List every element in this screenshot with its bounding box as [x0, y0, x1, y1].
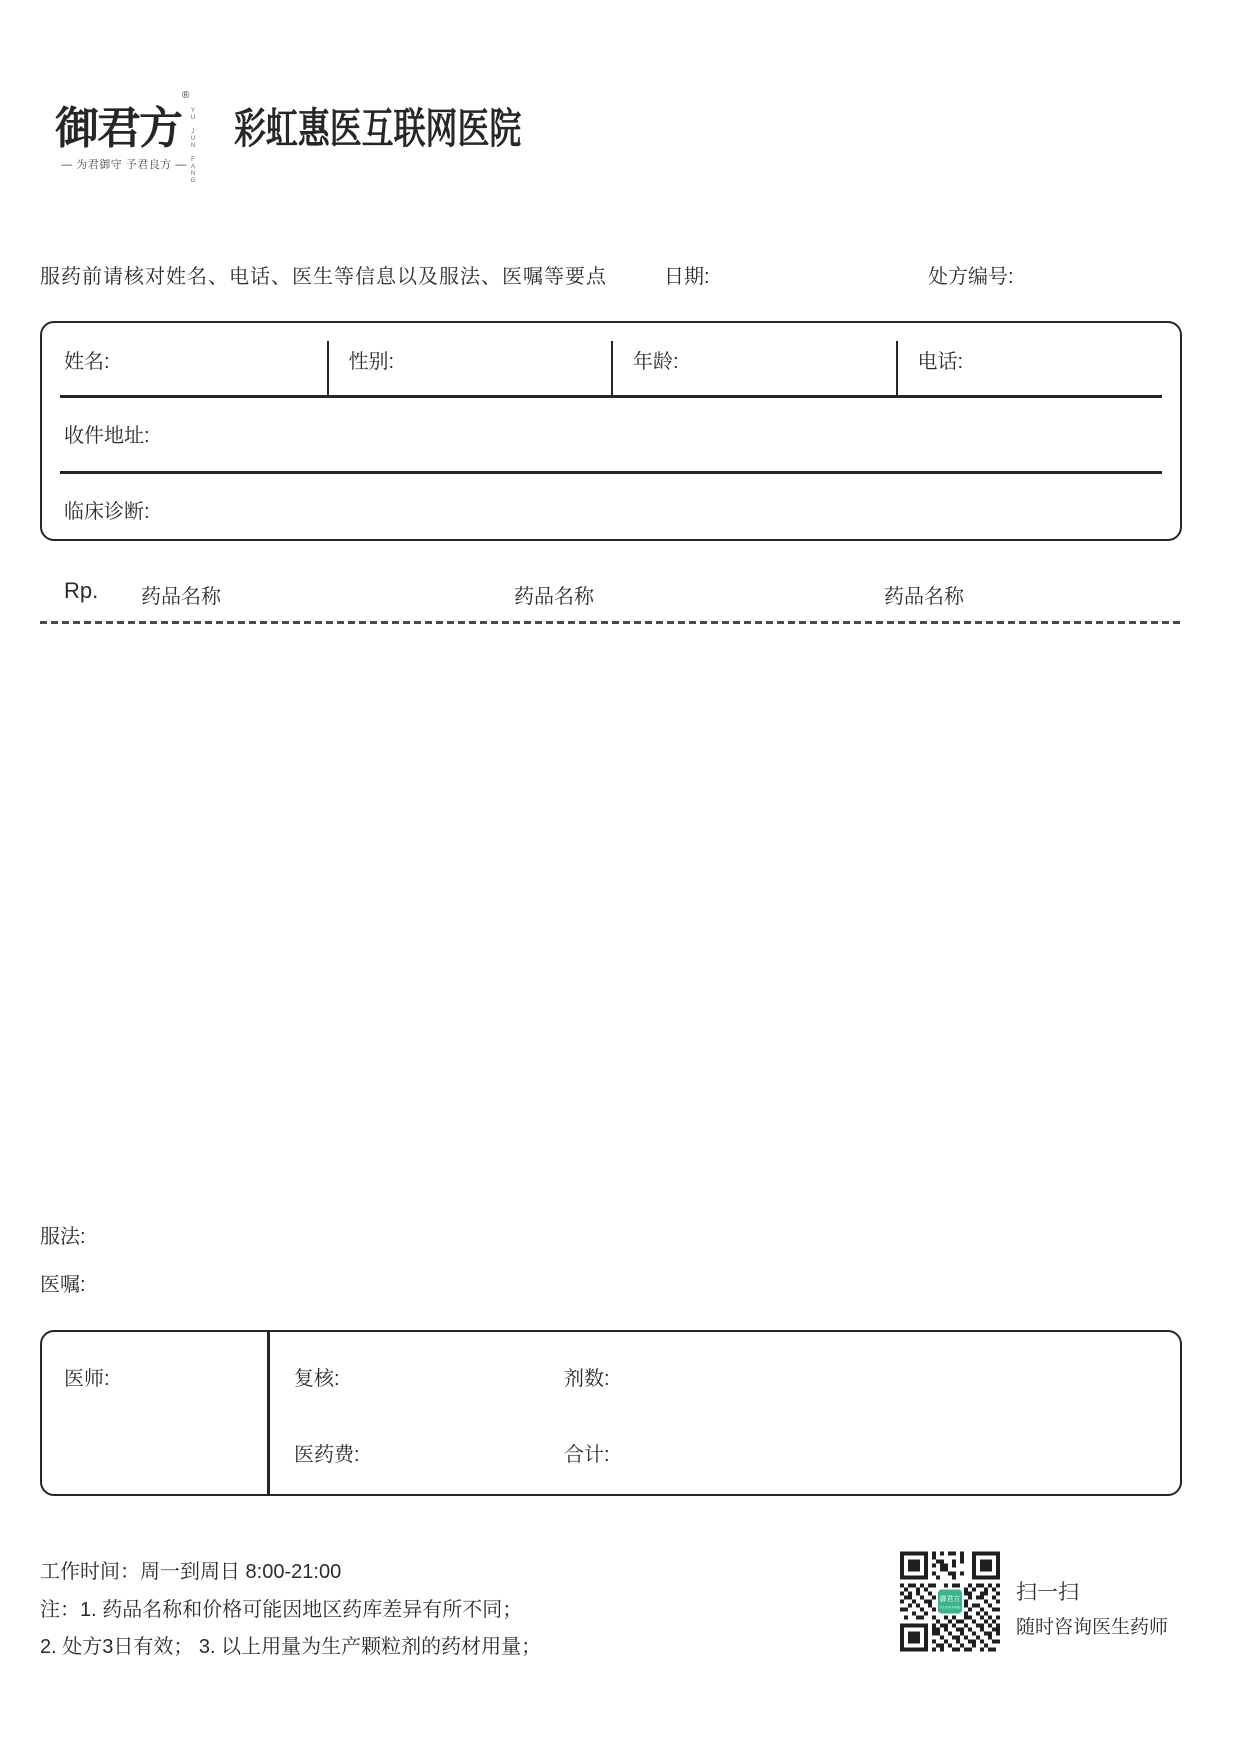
qr-logo-text: 御君方 — [939, 1596, 961, 1604]
vertical-divider — [611, 341, 613, 397]
brand-logo: 御君方 — [55, 103, 181, 154]
qr-code — [900, 1550, 1000, 1653]
patient-gender-field — [327, 323, 612, 395]
clinical-diagnosis-label: 临床诊断: — [64, 501, 150, 523]
prescription-number-label: 处方编号: — [928, 266, 1014, 288]
vertical-divider — [896, 341, 898, 397]
patient-age-field — [611, 323, 896, 395]
horizontal-divider — [60, 395, 1162, 398]
patient-name-label: 姓名: — [64, 350, 110, 373]
scan-caption: 扫一扫 — [1016, 1581, 1079, 1604]
signoff-box — [40, 1330, 1182, 1496]
footnote-line-2: 2. 处方3日有效； 3. 以上用量为生产颗粒剂的药材用量； — [40, 1636, 542, 1658]
total-label: 合计: — [564, 1444, 610, 1466]
patient-phone-field — [896, 323, 1181, 395]
verification-notice: 服药前请核对姓名、电话、医生等信息以及服法、医嘱等要点 — [40, 266, 607, 288]
date-label: 日期: — [664, 266, 710, 288]
medical-fee-label: 医药费: — [294, 1444, 360, 1466]
usage-label: 服法: — [40, 1226, 86, 1248]
review-label: 复核: — [294, 1368, 340, 1390]
rp-label: Rp. — [64, 578, 99, 603]
patient-gender-label: 性别: — [348, 350, 395, 373]
brand-logo-romanization: YU JUN FANG — [190, 108, 196, 185]
registered-trademark-icon: ® — [182, 90, 190, 101]
physician-label: 医师: — [64, 1368, 110, 1390]
horizontal-divider — [60, 471, 1162, 474]
patient-info-box — [40, 321, 1182, 541]
drug-name-column-header: 药品名称 — [141, 586, 221, 608]
qr-center-logo — [938, 1590, 962, 1614]
hospital-title: 彩虹惠医互联网医院 — [234, 105, 522, 152]
working-hours: 工作时间：周一到周日 8:00-21:00 — [40, 1561, 342, 1583]
dashed-separator — [40, 621, 1182, 624]
patient-row-basic — [42, 323, 1180, 395]
doses-label: 剂数: — [564, 1368, 610, 1390]
scan-subcaption: 随时咨询医生药师 — [1016, 1617, 1169, 1638]
doctor-advice-label: 医嘱: — [40, 1274, 86, 1296]
vertical-divider — [327, 341, 329, 397]
patient-name-field — [42, 323, 327, 395]
brand-tagline: — 为君御守 予君良方 — — [61, 159, 187, 171]
patient-age-label: 年龄: — [633, 350, 679, 373]
svg-text:YU JUN FANG — [939, 1605, 961, 1609]
patient-phone-label: 电话: — [917, 350, 964, 373]
delivery-address-label: 收件地址: — [64, 425, 150, 447]
drug-name-column-header: 药品名称 — [514, 586, 594, 608]
drug-name-column-header: 药品名称 — [884, 586, 964, 608]
vertical-divider — [267, 1332, 270, 1494]
footnote-line-1: 注：1. 药品名称和价格可能因地区药库差异有所不同； — [40, 1599, 523, 1621]
